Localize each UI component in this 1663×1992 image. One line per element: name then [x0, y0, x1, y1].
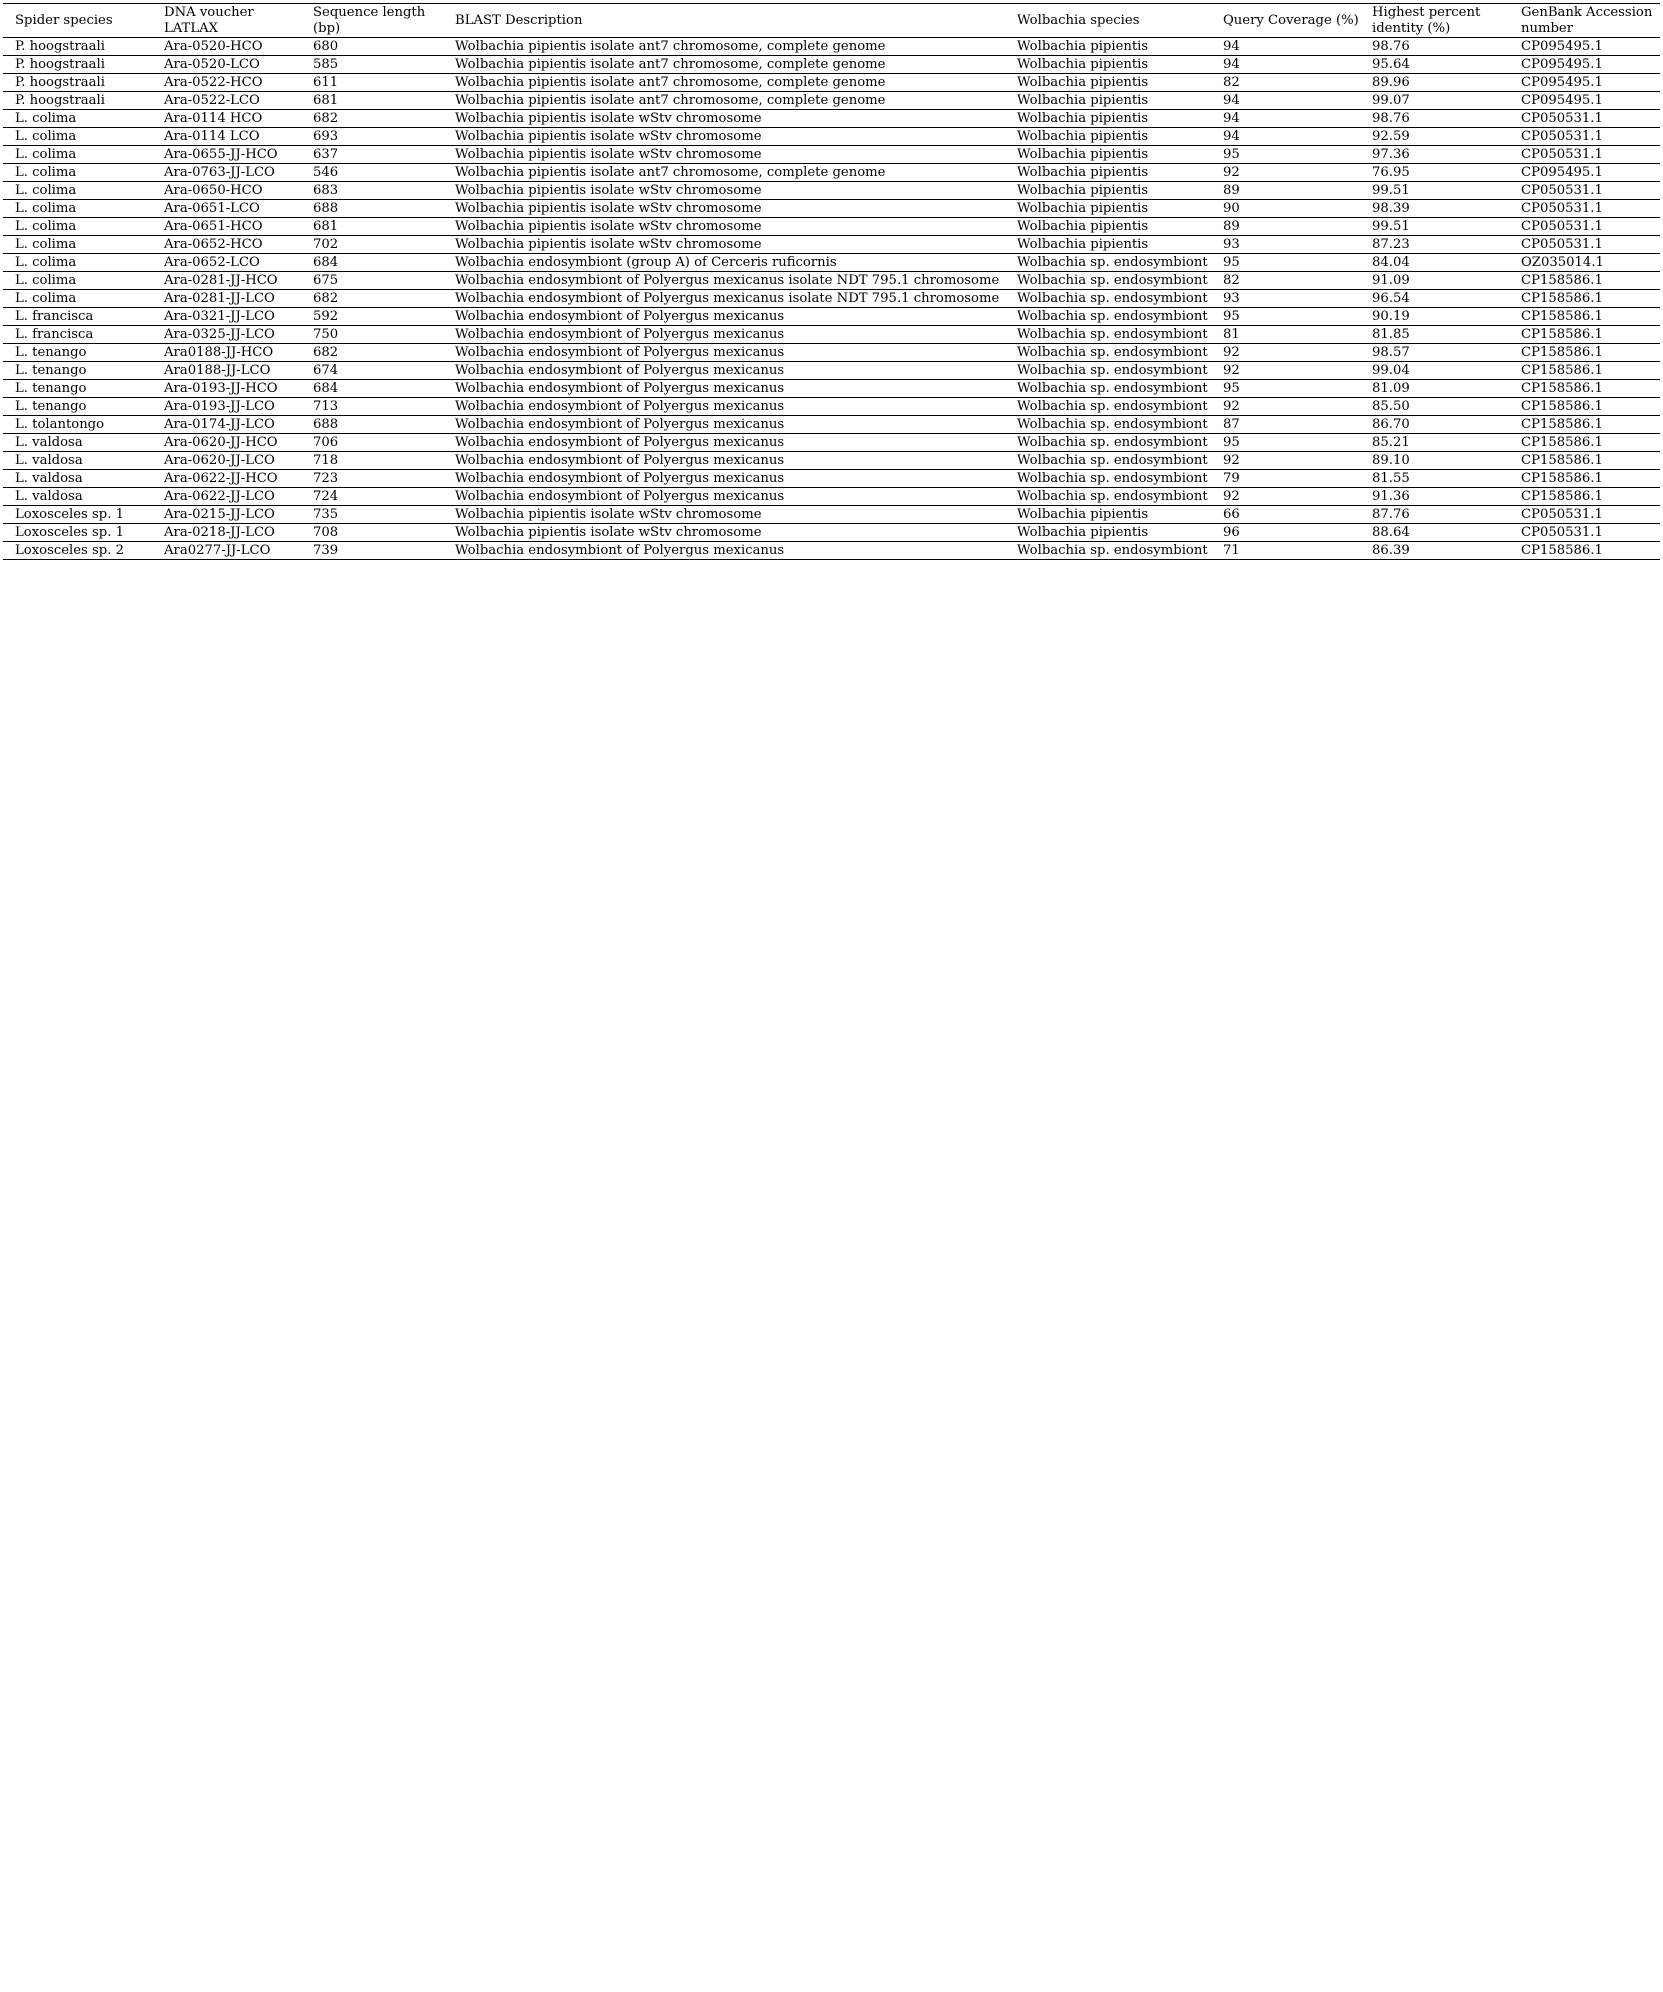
column-header-genbank-accession: GenBank Accession number	[1521, 4, 1653, 36]
table-row	[3, 110, 1660, 128]
table-row	[3, 308, 1660, 326]
cell-percent-identity: 89.10	[1372, 452, 1410, 468]
cell-genbank-accession: CP158586.1	[1521, 308, 1603, 324]
cell-blast-description: Wolbachia pipientis isolate ant7 chromosome, complete genome	[455, 74, 886, 90]
cell-sequence-length: 681	[313, 92, 339, 108]
cell-query-coverage: 95	[1223, 254, 1240, 270]
cell-percent-identity: 98.57	[1372, 344, 1410, 360]
cell-dna-voucher: Ara-0114 LCO	[164, 128, 260, 144]
cell-sequence-length: 546	[313, 164, 339, 180]
cell-percent-identity: 99.04	[1372, 362, 1410, 378]
cell-blast-description: Wolbachia endosymbiont of Polyergus mexicanus	[455, 434, 785, 450]
cell-spider-species: Loxosceles sp. 2	[15, 542, 124, 558]
cell-dna-voucher: Ara-0652-HCO	[164, 236, 263, 252]
cell-blast-description: Wolbachia endosymbiont of Polyergus mexicanus	[455, 308, 785, 324]
cell-wolbachia-species: Wolbachia sp. endosymbiont	[1017, 362, 1208, 378]
cell-sequence-length: 681	[313, 218, 339, 234]
header-row	[3, 4, 1660, 38]
table-row	[3, 434, 1660, 452]
cell-dna-voucher: Ara-0620-JJ-HCO	[164, 434, 278, 450]
cell-genbank-accession: OZ035014.1	[1521, 254, 1604, 270]
cell-query-coverage: 94	[1223, 92, 1240, 108]
cell-percent-identity: 99.51	[1372, 218, 1410, 234]
column-header-query-coverage: Query Coverage (%)	[1223, 12, 1359, 28]
cell-dna-voucher: Ara-0281-JJ-HCO	[164, 272, 278, 288]
cell-blast-description: Wolbachia endosymbiont of Polyergus mexicanus	[455, 362, 785, 378]
cell-percent-identity: 87.23	[1372, 236, 1410, 252]
cell-percent-identity: 97.36	[1372, 146, 1410, 162]
cell-sequence-length: 718	[313, 452, 339, 468]
cell-dna-voucher: Ara-0650-HCO	[164, 182, 263, 198]
cell-blast-description: Wolbachia pipientis isolate ant7 chromosome, complete genome	[455, 92, 886, 108]
cell-wolbachia-species: Wolbachia sp. endosymbiont	[1017, 542, 1208, 558]
table-row	[3, 362, 1660, 380]
cell-sequence-length: 684	[313, 380, 339, 396]
table-row	[3, 218, 1660, 236]
cell-wolbachia-species: Wolbachia sp. endosymbiont	[1017, 470, 1208, 486]
cell-wolbachia-species: Wolbachia pipientis	[1017, 38, 1149, 54]
cell-query-coverage: 90	[1223, 200, 1240, 216]
cell-genbank-accession: CP158586.1	[1521, 272, 1603, 288]
cell-query-coverage: 81	[1223, 326, 1240, 342]
cell-dna-voucher: Ara-0193-JJ-HCO	[164, 380, 278, 396]
cell-wolbachia-species: Wolbachia sp. endosymbiont	[1017, 272, 1208, 288]
cell-sequence-length: 674	[313, 362, 339, 378]
cell-spider-species: L. colima	[15, 182, 77, 198]
column-header-wolbachia-species: Wolbachia species	[1017, 12, 1140, 28]
cell-spider-species: L. colima	[15, 236, 77, 252]
cell-genbank-accession: CP158586.1	[1521, 488, 1603, 504]
cell-blast-description: Wolbachia pipientis isolate wStv chromosome	[455, 236, 762, 252]
cell-dna-voucher: Ara-0522-LCO	[164, 92, 260, 108]
table-row	[3, 164, 1660, 182]
cell-sequence-length: 688	[313, 416, 339, 432]
table-row	[3, 488, 1660, 506]
cell-genbank-accession: CP050531.1	[1521, 200, 1603, 216]
cell-genbank-accession: CP158586.1	[1521, 434, 1603, 450]
cell-wolbachia-species: Wolbachia pipientis	[1017, 92, 1149, 108]
cell-query-coverage: 87	[1223, 416, 1240, 432]
cell-percent-identity: 91.36	[1372, 488, 1410, 504]
cell-sequence-length: 724	[313, 488, 339, 504]
cell-sequence-length: 683	[313, 182, 339, 198]
cell-spider-species: L. colima	[15, 218, 77, 234]
cell-spider-species: L. colima	[15, 272, 77, 288]
cell-genbank-accession: CP158586.1	[1521, 290, 1603, 306]
table-row	[3, 128, 1660, 146]
cell-dna-voucher: Ara-0114 HCO	[164, 110, 263, 126]
cell-genbank-accession: CP095495.1	[1521, 38, 1603, 54]
table-row	[3, 74, 1660, 92]
cell-sequence-length: 637	[313, 146, 339, 162]
cell-blast-description: Wolbachia endosymbiont (group A) of Cerceris ruficornis	[455, 254, 837, 270]
table-row	[3, 506, 1660, 524]
table-row	[3, 200, 1660, 218]
cell-wolbachia-species: Wolbachia pipientis	[1017, 128, 1149, 144]
cell-spider-species: L. colima	[15, 110, 77, 126]
cell-sequence-length: 585	[313, 56, 339, 72]
cell-wolbachia-species: Wolbachia pipientis	[1017, 56, 1149, 72]
cell-wolbachia-species: Wolbachia pipientis	[1017, 110, 1149, 126]
cell-percent-identity: 85.50	[1372, 398, 1410, 414]
table-row	[3, 182, 1660, 200]
cell-spider-species: P. hoogstraali	[15, 92, 105, 108]
cell-query-coverage: 94	[1223, 56, 1240, 72]
cell-percent-identity: 76.95	[1372, 164, 1410, 180]
table-row	[3, 290, 1660, 308]
cell-spider-species: L. colima	[15, 290, 77, 306]
cell-sequence-length: 706	[313, 434, 339, 450]
cell-spider-species: L. valdosa	[15, 488, 83, 504]
cell-percent-identity: 87.76	[1372, 506, 1410, 522]
cell-wolbachia-species: Wolbachia sp. endosymbiont	[1017, 416, 1208, 432]
cell-dna-voucher: Ara-0652-LCO	[164, 254, 260, 270]
cell-query-coverage: 95	[1223, 434, 1240, 450]
cell-wolbachia-species: Wolbachia sp. endosymbiont	[1017, 326, 1208, 342]
cell-dna-voucher: Ara-0215-JJ-LCO	[164, 506, 275, 522]
cell-blast-description: Wolbachia pipientis isolate wStv chromosome	[455, 506, 762, 522]
cell-genbank-accession: CP158586.1	[1521, 452, 1603, 468]
cell-sequence-length: 750	[313, 326, 339, 342]
cell-blast-description: Wolbachia pipientis isolate ant7 chromosome, complete genome	[455, 56, 886, 72]
cell-blast-description: Wolbachia endosymbiont of Polyergus mexicanus isolate NDT 795.1 chromosome	[455, 290, 1000, 306]
cell-wolbachia-species: Wolbachia sp. endosymbiont	[1017, 290, 1208, 306]
table-row	[3, 56, 1660, 74]
cell-blast-description: Wolbachia pipientis isolate wStv chromosome	[455, 128, 762, 144]
cell-dna-voucher: Ara-0622-JJ-LCO	[164, 488, 275, 504]
cell-dna-voucher: Ara-0174-JJ-LCO	[164, 416, 275, 432]
column-header-spider-species: Spider species	[15, 12, 113, 28]
cell-sequence-length: 735	[313, 506, 339, 522]
cell-wolbachia-species: Wolbachia pipientis	[1017, 506, 1149, 522]
cell-blast-description: Wolbachia pipientis isolate wStv chromosome	[455, 146, 762, 162]
cell-blast-description: Wolbachia pipientis isolate wStv chromosome	[455, 200, 762, 216]
cell-wolbachia-species: Wolbachia sp. endosymbiont	[1017, 380, 1208, 396]
cell-query-coverage: 89	[1223, 218, 1240, 234]
cell-wolbachia-species: Wolbachia pipientis	[1017, 218, 1149, 234]
table-row	[3, 236, 1660, 254]
cell-query-coverage: 93	[1223, 236, 1240, 252]
cell-sequence-length: 680	[313, 38, 339, 54]
cell-percent-identity: 98.39	[1372, 200, 1410, 216]
cell-genbank-accession: CP095495.1	[1521, 74, 1603, 90]
cell-percent-identity: 99.51	[1372, 182, 1410, 198]
cell-blast-description: Wolbachia pipientis isolate wStv chromosome	[455, 218, 762, 234]
cell-percent-identity: 81.85	[1372, 326, 1410, 342]
cell-genbank-accession: CP050531.1	[1521, 236, 1603, 252]
cell-wolbachia-species: Wolbachia sp. endosymbiont	[1017, 344, 1208, 360]
cell-blast-description: Wolbachia endosymbiont of Polyergus mexicanus	[455, 380, 785, 396]
table-row	[3, 326, 1660, 344]
cell-dna-voucher: Ara-0281-JJ-LCO	[164, 290, 275, 306]
table-row	[3, 524, 1660, 542]
cell-spider-species: L. valdosa	[15, 452, 83, 468]
wolbachia-blast-table	[3, 3, 1660, 560]
cell-percent-identity: 90.19	[1372, 308, 1410, 324]
cell-percent-identity: 98.76	[1372, 38, 1410, 54]
cell-spider-species: L. tolantongo	[15, 416, 105, 432]
cell-blast-description: Wolbachia pipientis isolate wStv chromosome	[455, 182, 762, 198]
cell-sequence-length: 708	[313, 524, 339, 540]
cell-spider-species: L. tenango	[15, 344, 87, 360]
cell-wolbachia-species: Wolbachia pipientis	[1017, 146, 1149, 162]
cell-genbank-accession: CP095495.1	[1521, 92, 1603, 108]
cell-wolbachia-species: Wolbachia sp. endosymbiont	[1017, 254, 1208, 270]
cell-percent-identity: 86.70	[1372, 416, 1410, 432]
cell-query-coverage: 95	[1223, 146, 1240, 162]
cell-query-coverage: 95	[1223, 380, 1240, 396]
cell-spider-species: Loxosceles sp. 1	[15, 506, 124, 522]
cell-dna-voucher: Ara0188-JJ-HCO	[164, 344, 274, 360]
table-row	[3, 146, 1660, 164]
cell-genbank-accession: CP158586.1	[1521, 542, 1603, 558]
table-row	[3, 416, 1660, 434]
cell-blast-description: Wolbachia endosymbiont of Polyergus mexicanus	[455, 488, 785, 504]
cell-percent-identity: 89.96	[1372, 74, 1410, 90]
cell-query-coverage: 94	[1223, 128, 1240, 144]
cell-wolbachia-species: Wolbachia pipientis	[1017, 200, 1149, 216]
cell-percent-identity: 99.07	[1372, 92, 1410, 108]
cell-blast-description: Wolbachia endosymbiont of Polyergus mexicanus isolate NDT 795.1 chromosome	[455, 272, 1000, 288]
cell-spider-species: L. colima	[15, 146, 77, 162]
cell-sequence-length: 611	[313, 74, 339, 90]
table-row	[3, 344, 1660, 362]
table-row	[3, 38, 1660, 56]
cell-genbank-accession: CP050531.1	[1521, 128, 1603, 144]
cell-percent-identity: 91.09	[1372, 272, 1410, 288]
table-body	[3, 38, 1660, 560]
table-row	[3, 380, 1660, 398]
cell-sequence-length: 682	[313, 344, 339, 360]
cell-spider-species: L. tenango	[15, 380, 87, 396]
cell-wolbachia-species: Wolbachia pipientis	[1017, 164, 1149, 180]
cell-dna-voucher: Ara-0522-HCO	[164, 74, 263, 90]
cell-blast-description: Wolbachia endosymbiont of Polyergus mexicanus	[455, 470, 785, 486]
cell-percent-identity: 98.76	[1372, 110, 1410, 126]
cell-genbank-accession: CP050531.1	[1521, 146, 1603, 162]
table-row	[3, 452, 1660, 470]
cell-wolbachia-species: Wolbachia pipientis	[1017, 74, 1149, 90]
cell-percent-identity: 85.21	[1372, 434, 1410, 450]
cell-query-coverage: 94	[1223, 110, 1240, 126]
cell-dna-voucher: Ara-0622-JJ-HCO	[164, 470, 278, 486]
cell-genbank-accession: CP050531.1	[1521, 506, 1603, 522]
cell-sequence-length: 713	[313, 398, 339, 414]
cell-wolbachia-species: Wolbachia sp. endosymbiont	[1017, 452, 1208, 468]
cell-genbank-accession: CP158586.1	[1521, 326, 1603, 342]
table-header	[3, 4, 1660, 38]
cell-wolbachia-species: Wolbachia sp. endosymbiont	[1017, 308, 1208, 324]
cell-genbank-accession: CP050531.1	[1521, 524, 1603, 540]
cell-query-coverage: 92	[1223, 398, 1240, 414]
cell-wolbachia-species: Wolbachia sp. endosymbiont	[1017, 434, 1208, 450]
cell-spider-species: L. francisca	[15, 308, 94, 324]
cell-query-coverage: 92	[1223, 488, 1240, 504]
cell-query-coverage: 66	[1223, 506, 1240, 522]
cell-sequence-length: 682	[313, 110, 339, 126]
cell-blast-description: Wolbachia endosymbiont of Polyergus mexicanus	[455, 398, 785, 414]
cell-spider-species: P. hoogstraali	[15, 74, 105, 90]
cell-spider-species: Loxosceles sp. 1	[15, 524, 124, 540]
table-row	[3, 542, 1660, 560]
cell-query-coverage: 94	[1223, 38, 1240, 54]
cell-dna-voucher: Ara-0620-JJ-LCO	[164, 452, 275, 468]
cell-sequence-length: 688	[313, 200, 339, 216]
cell-dna-voucher: Ara-0651-LCO	[164, 200, 260, 216]
cell-spider-species: L. colima	[15, 128, 77, 144]
cell-query-coverage: 89	[1223, 182, 1240, 198]
cell-genbank-accession: CP050531.1	[1521, 110, 1603, 126]
cell-percent-identity: 81.55	[1372, 470, 1410, 486]
table-row	[3, 398, 1660, 416]
cell-percent-identity: 84.04	[1372, 254, 1410, 270]
cell-blast-description: Wolbachia endosymbiont of Polyergus mexicanus	[455, 542, 785, 558]
cell-query-coverage: 82	[1223, 272, 1240, 288]
cell-query-coverage: 93	[1223, 290, 1240, 306]
cell-query-coverage: 71	[1223, 542, 1240, 558]
cell-blast-description: Wolbachia pipientis isolate ant7 chromosome, complete genome	[455, 164, 886, 180]
cell-spider-species: L. colima	[15, 200, 77, 216]
cell-wolbachia-species: Wolbachia sp. endosymbiont	[1017, 488, 1208, 504]
cell-spider-species: L. colima	[15, 164, 77, 180]
cell-genbank-accession: CP095495.1	[1521, 164, 1603, 180]
cell-wolbachia-species: Wolbachia sp. endosymbiont	[1017, 398, 1208, 414]
cell-sequence-length: 693	[313, 128, 339, 144]
cell-percent-identity: 81.09	[1372, 380, 1410, 396]
cell-sequence-length: 682	[313, 290, 339, 306]
cell-query-coverage: 92	[1223, 362, 1240, 378]
cell-percent-identity: 95.64	[1372, 56, 1410, 72]
cell-spider-species: L. colima	[15, 254, 77, 270]
cell-blast-description: Wolbachia endosymbiont of Polyergus mexicanus	[455, 452, 785, 468]
cell-blast-description: Wolbachia pipientis isolate wStv chromosome	[455, 524, 762, 540]
table-row	[3, 272, 1660, 290]
cell-sequence-length: 675	[313, 272, 339, 288]
cell-query-coverage: 92	[1223, 344, 1240, 360]
cell-dna-voucher: Ara-0763-JJ-LCO	[164, 164, 275, 180]
table-row	[3, 254, 1660, 272]
cell-spider-species: L. valdosa	[15, 470, 83, 486]
cell-sequence-length: 723	[313, 470, 339, 486]
cell-dna-voucher: Ara-0651-HCO	[164, 218, 263, 234]
cell-dna-voucher: Ara0188-JJ-LCO	[164, 362, 271, 378]
cell-genbank-accession: CP158586.1	[1521, 398, 1603, 414]
column-header-sequence-length: Sequence length (bp)	[313, 4, 426, 36]
cell-wolbachia-species: Wolbachia pipientis	[1017, 524, 1149, 540]
cell-query-coverage: 82	[1223, 74, 1240, 90]
cell-spider-species: L. valdosa	[15, 434, 83, 450]
cell-dna-voucher: Ara-0520-HCO	[164, 38, 263, 54]
cell-query-coverage: 92	[1223, 452, 1240, 468]
cell-spider-species: L. francisca	[15, 326, 94, 342]
cell-genbank-accession: CP158586.1	[1521, 380, 1603, 396]
cell-genbank-accession: CP158586.1	[1521, 344, 1603, 360]
cell-percent-identity: 88.64	[1372, 524, 1410, 540]
cell-dna-voucher: Ara-0325-JJ-LCO	[164, 326, 275, 342]
cell-query-coverage: 95	[1223, 308, 1240, 324]
cell-genbank-accession: CP158586.1	[1521, 362, 1603, 378]
cell-genbank-accession: CP095495.1	[1521, 56, 1603, 72]
cell-sequence-length: 702	[313, 236, 339, 252]
cell-query-coverage: 96	[1223, 524, 1240, 540]
cell-query-coverage: 92	[1223, 164, 1240, 180]
cell-spider-species: P. hoogstraali	[15, 56, 105, 72]
cell-dna-voucher: Ara-0520-LCO	[164, 56, 260, 72]
cell-dna-voucher: Ara-0655-JJ-HCO	[164, 146, 278, 162]
cell-genbank-accession: CP050531.1	[1521, 218, 1603, 234]
cell-spider-species: P. hoogstraali	[15, 38, 105, 54]
table-row	[3, 470, 1660, 488]
column-header-percent-identity: Highest percent identity (%)	[1372, 4, 1481, 36]
cell-blast-description: Wolbachia endosymbiont of Polyergus mexicanus	[455, 344, 785, 360]
cell-genbank-accession: CP158586.1	[1521, 470, 1603, 486]
cell-genbank-accession: CP050531.1	[1521, 182, 1603, 198]
cell-dna-voucher: Ara-0321-JJ-LCO	[164, 308, 275, 324]
cell-dna-voucher: Ara-0218-JJ-LCO	[164, 524, 275, 540]
cell-percent-identity: 86.39	[1372, 542, 1410, 558]
cell-sequence-length: 739	[313, 542, 339, 558]
cell-blast-description: Wolbachia endosymbiont of Polyergus mexicanus	[455, 416, 785, 432]
cell-sequence-length: 592	[313, 308, 339, 324]
cell-wolbachia-species: Wolbachia pipientis	[1017, 182, 1149, 198]
cell-percent-identity: 92.59	[1372, 128, 1410, 144]
cell-blast-description: Wolbachia endosymbiont of Polyergus mexicanus	[455, 326, 785, 342]
cell-sequence-length: 684	[313, 254, 339, 270]
cell-query-coverage: 79	[1223, 470, 1240, 486]
table-row	[3, 92, 1660, 110]
column-header-dna-voucher: DNA voucher LATLAX	[164, 4, 254, 36]
cell-spider-species: L. tenango	[15, 398, 87, 414]
cell-spider-species: L. tenango	[15, 362, 87, 378]
cell-blast-description: Wolbachia pipientis isolate ant7 chromosome, complete genome	[455, 38, 886, 54]
cell-dna-voucher: Ara0277-JJ-LCO	[164, 542, 271, 558]
cell-wolbachia-species: Wolbachia pipientis	[1017, 236, 1149, 252]
cell-dna-voucher: Ara-0193-JJ-LCO	[164, 398, 275, 414]
cell-genbank-accession: CP158586.1	[1521, 416, 1603, 432]
cell-blast-description: Wolbachia pipientis isolate wStv chromosome	[455, 110, 762, 126]
column-header-blast-description: BLAST Description	[455, 12, 583, 28]
cell-percent-identity: 96.54	[1372, 290, 1410, 306]
